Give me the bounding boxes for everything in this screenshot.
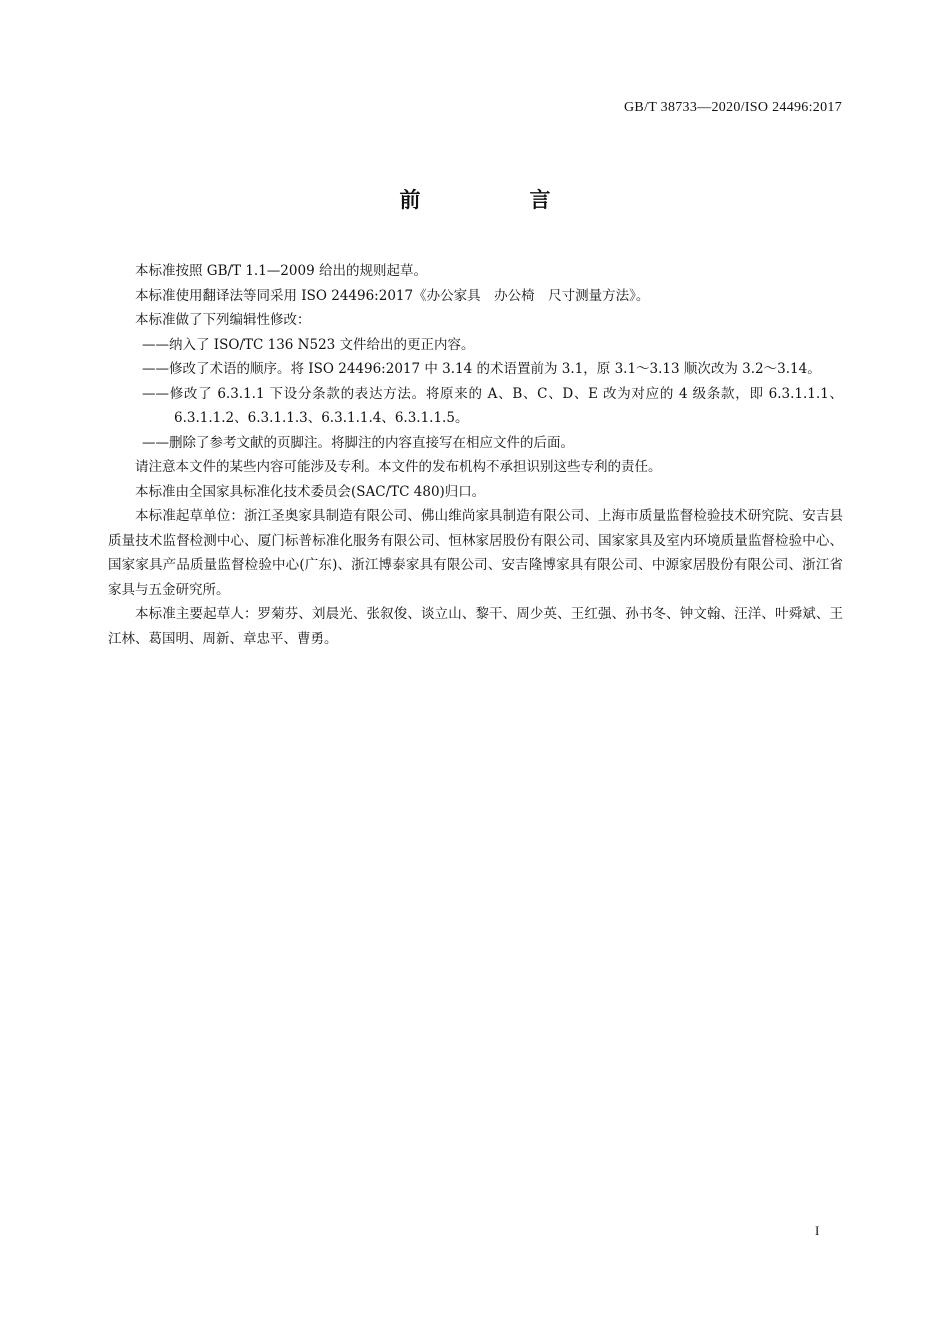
- page-number: I: [815, 1223, 820, 1238]
- modification-item: ——修改了 6.3.1.1 下设分条款的表达方法。将原来的 A、B、C、D、E 改为对应的 4 级条款，即 6.3.1.1.1、6.3.1.1.2、6.3.1.1.3、6.3.1.1.4、6.3.1.1.5。: [142, 385, 843, 426]
- paragraph-adoption: 本标准使用翻译法等同采用 ISO 24496:2017《办公家具 办公椅 尺寸测量方法》。: [135, 287, 650, 304]
- standard-number-header: GB/T 38733—2020/ISO 24496:2017: [624, 100, 842, 115]
- paragraph-committee: 本标准由全国家具标准化技术委员会(SAC/TC 480)归口。: [135, 483, 486, 500]
- paragraph-patent-notice: 请注意本文件的某些内容可能涉及专利。本文件的发布机构不承担识别这些专利的责任。: [135, 459, 662, 475]
- paragraph-drafters: 本标准主要起草人：罗菊芬、刘晨光、张叙俊、谈立山、黎干、周少英、王红强、孙书冬、钟文翰、汪洋、叶舜斌、王江林、葛国明、周新、章忠平、曹勇。: [108, 606, 843, 647]
- page-title: 前 言: [399, 188, 595, 212]
- paragraph-modifications-intro: 本标准做了下列编辑性修改：: [135, 312, 311, 328]
- paragraph-drafting-units: 本标准起草单位：浙江圣奥家具制造有限公司、佛山维尚家具制造有限公司、上海市质量监督检验技术研究院、安吉县质量技术监督检测中心、厦门标普标准化服务有限公司、恒林家居股份有限公司、国家家具及室内环境质量监督检验中心、国家家具产品质量监督检验中心(广东)、浙江博泰家具有限公司、安吉隆博家具有限公司、中源家居股份有限公司、浙江省家具与五金研究所。: [108, 508, 843, 598]
- modification-item: ——删除了参考文献的页脚注。将脚注的内容直接写在相应文件的后面。: [142, 434, 574, 451]
- modification-item: ——修改了术语的顺序。将 ISO 24496:2017 中 3.14 的术语置前为 3.1，原 3.1～3.13 顺次改为 3.2～3.14。: [142, 361, 821, 377]
- foreword-body: [108, 259, 843, 651]
- modification-item: ——纳入了 ISO/TC 136 N523 文件给出的更正内容。: [142, 336, 475, 353]
- paragraph-drafting-rules: 本标准按照 GB/T 1.1—2009 给出的规则起草。: [135, 263, 427, 279]
